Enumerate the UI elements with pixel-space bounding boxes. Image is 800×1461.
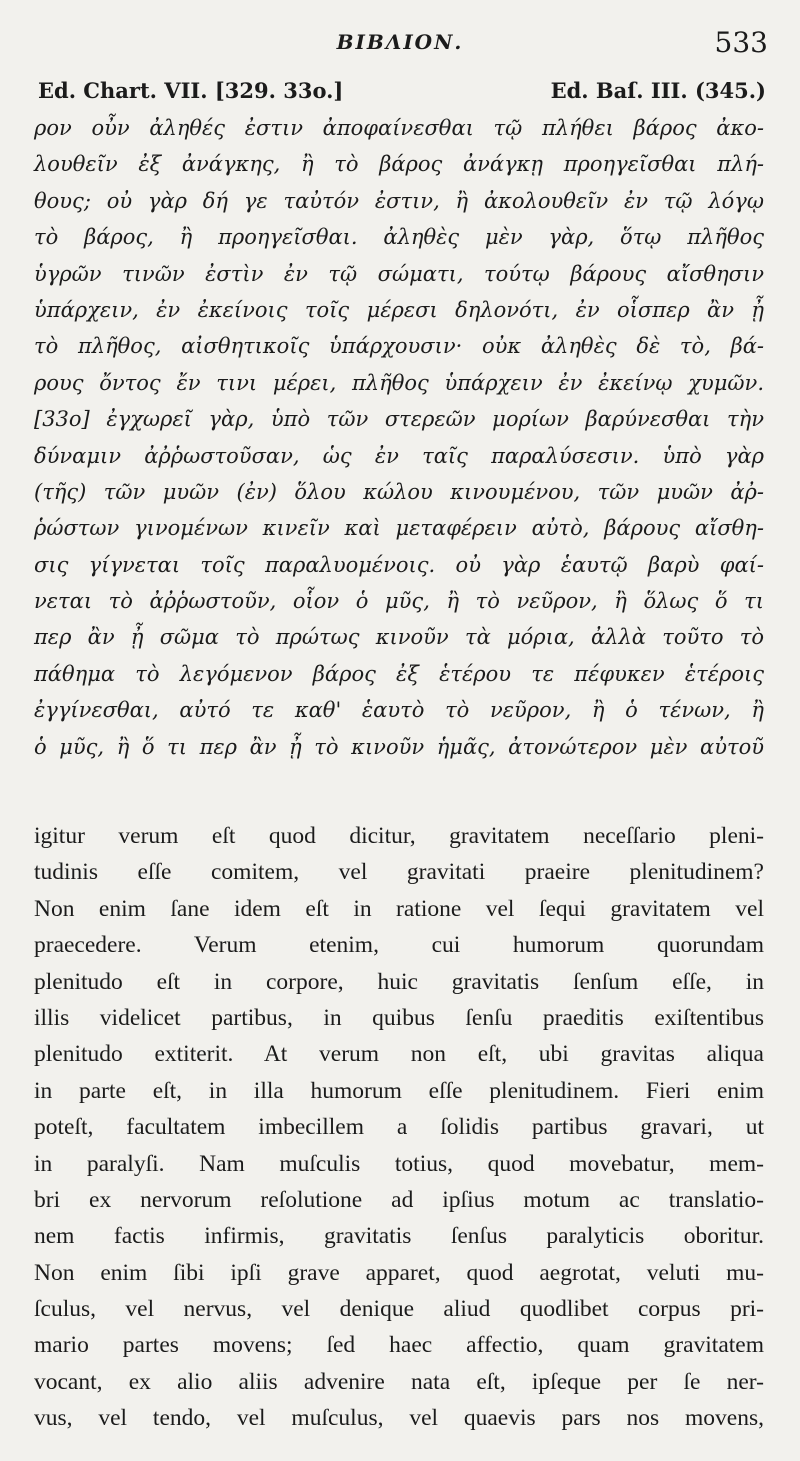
latin-text-line: Non enim ſibi ipſi grave apparet, quod aegrotat, veluti mu- bbox=[34, 1259, 764, 1286]
latin-text-line: mario partes movens; ſed haec affectio, quam gravitatem bbox=[34, 1332, 764, 1359]
page-number: 533 bbox=[714, 26, 768, 59]
greek-text-line: ὁ μῦς, ἢ ὅ τι περ ἂν ᾖ τὸ κινοῦν ἡμᾶς, ἀτονώτερον μὲν αὐτοῦ bbox=[34, 734, 764, 759]
greek-text-line: τὸ πλῆθος, αἰσθητικοῖς ὑπάρχουσιν· οὐκ ἀληθὲς δὲ τὸ, βά- bbox=[34, 334, 764, 359]
edition-basel-reference: Ed. Baſ. III. (345.) bbox=[550, 78, 766, 103]
greek-text-line: ὑπάρχειν, ἐν ἐκείνοις τοῖς μέρεσι δηλονότι, ἐν οἷσπερ ἂν ᾖ bbox=[34, 297, 764, 322]
greek-text-line: θους; οὐ γὰρ δή γε ταὐτόν ἐστιν, ἢ ἀκολουθεῖν ἐν τῷ λόγῳ bbox=[34, 188, 764, 213]
greek-text-line: δύναμιν ἀῤῥωστοῦσαν, ὡς ἐν ταῖς παραλύσεσιν. ὑπὸ γὰρ bbox=[34, 443, 764, 468]
greek-text-line: ῥώστων γινομένων κινεῖν καὶ μεταφέρειν αὐτὸ, βάρους αἴσθη- bbox=[34, 516, 764, 541]
greek-text-line: νεται τὸ ἀῤῥωστοῦν, οἷον ὁ μῦς, ἢ τὸ νεῦρον, ἢ ὅλως ὅ τι bbox=[34, 589, 764, 614]
greek-text-line: ρον οὖν ἀληθές ἐστιν ἀποφαίνεσθαι τῷ πλήθει βάρος ἀκο- bbox=[34, 116, 764, 140]
greek-text-line: ἐγγίνεσθαι, αὐτό τε καθ' ἑαυτὸ τὸ νεῦρον, ἢ ὁ τένων, ἢ bbox=[34, 698, 764, 723]
greek-text-line: [33o] ἐγχωρεῖ γὰρ, ὑπὸ τῶν στερεῶν μορίων βαρύνεσθαι τὴν bbox=[34, 407, 764, 432]
latin-text-line: vus, vel tendo, vel muſculus, vel quaevis pars nos movens, bbox=[34, 1405, 764, 1432]
running-head-title: ΒΙΒΛΙΟΝ. bbox=[336, 30, 464, 54]
edition-chartier-reference: Ed. Chart. VII. [329. 33o.] bbox=[38, 78, 344, 103]
greek-text-block bbox=[34, 110, 764, 765]
greek-text-line: πάθημα τὸ λεγόμενον βάρος ἐξ ἑτέρου τε πέφυκεν ἑτέροις bbox=[34, 661, 764, 686]
latin-text-line: in parte eſt, in illa humorum eſſe plenitudinem. Fieri enim bbox=[34, 1077, 764, 1104]
latin-text-line: ſculus, vel nervus, vel denique aliud quodlibet corpus pri- bbox=[34, 1296, 764, 1323]
latin-text-line: plenitudo extiterit. At verum non eſt, ubi gravitas aliqua bbox=[34, 1041, 764, 1068]
latin-text-block bbox=[34, 818, 764, 1437]
greek-text-line: (τῆς) τῶν μυῶν (ἐν) ὅλου κώλου κινουμένου, τῶν μυῶν ἀῤ- bbox=[34, 479, 764, 504]
latin-text-line: tudinis eſſe comitem, vel gravitati praeire plenitudinem? bbox=[34, 859, 764, 886]
greek-text-line: τὸ βάρος, ἢ προηγεῖσθαι. ἀληθὲς μὲν γὰρ, ὅτῳ πλῆθος bbox=[34, 225, 764, 250]
latin-text-line: igitur verum eſt quod dicitur, gravitatem neceſſario pleni- bbox=[34, 823, 764, 849]
latin-text-line: nem factis infirmis, gravitatis ſenſus paralyticis oboritur. bbox=[34, 1223, 764, 1250]
latin-text-line: in paralyſi. Nam muſculis totius, quod movebatur, mem- bbox=[34, 1150, 764, 1177]
greek-text-line: λουθεῖν ἐξ ἀνάγκης, ἢ τὸ βάρος ἀνάγκῃ προηγεῖσθαι πλή- bbox=[34, 152, 764, 177]
greek-text-line: περ ἂν ᾖ σῶμα τὸ πρώτως κινοῦν τὰ μόρια, ἀλλὰ τοῦτο τὸ bbox=[34, 625, 764, 650]
latin-text-line: vocant, ex alio aliis advenire nata eſt, ipſeque per ſe ner- bbox=[34, 1368, 764, 1395]
edition-reference-line bbox=[38, 78, 766, 106]
greek-text-line: σις γίγνεται τοῖς παραλυομένοις. οὐ γὰρ ἑαυτῷ βαρὺ φαί- bbox=[34, 552, 764, 577]
latin-text-line: plenitudo eſt in corpore, huic gravitatis ſenſum eſſe, in bbox=[34, 968, 764, 995]
latin-text-line: poteſt, facultatem imbecillem a ſolidis partibus gravari, ut bbox=[34, 1114, 764, 1141]
greek-text-line: ρους ὄντος ἔν τινι μέρει, πλῆθος ὑπάρχειν ἐν ἐκείνῳ χυμῶν. bbox=[34, 370, 764, 395]
latin-text-line: Non enim ſane idem eſt in ratione vel ſequi gravitatem vel bbox=[34, 895, 764, 922]
running-head bbox=[0, 26, 800, 62]
latin-text-line: bri ex nervorum reſolutione ad ipſius motum ac translatio- bbox=[34, 1186, 764, 1213]
greek-text-line: ὑγρῶν τινῶν ἐστὶν ἐν τῷ σώματι, τούτῳ βάρους αἴσθησιν bbox=[34, 261, 764, 286]
latin-text-line: praecedere. Verum etenim, cui humorum quorundam bbox=[34, 932, 764, 959]
latin-text-line: illis videlicet partibus, in quibus ſenſu praeditis exiſtentibus bbox=[34, 1004, 764, 1031]
